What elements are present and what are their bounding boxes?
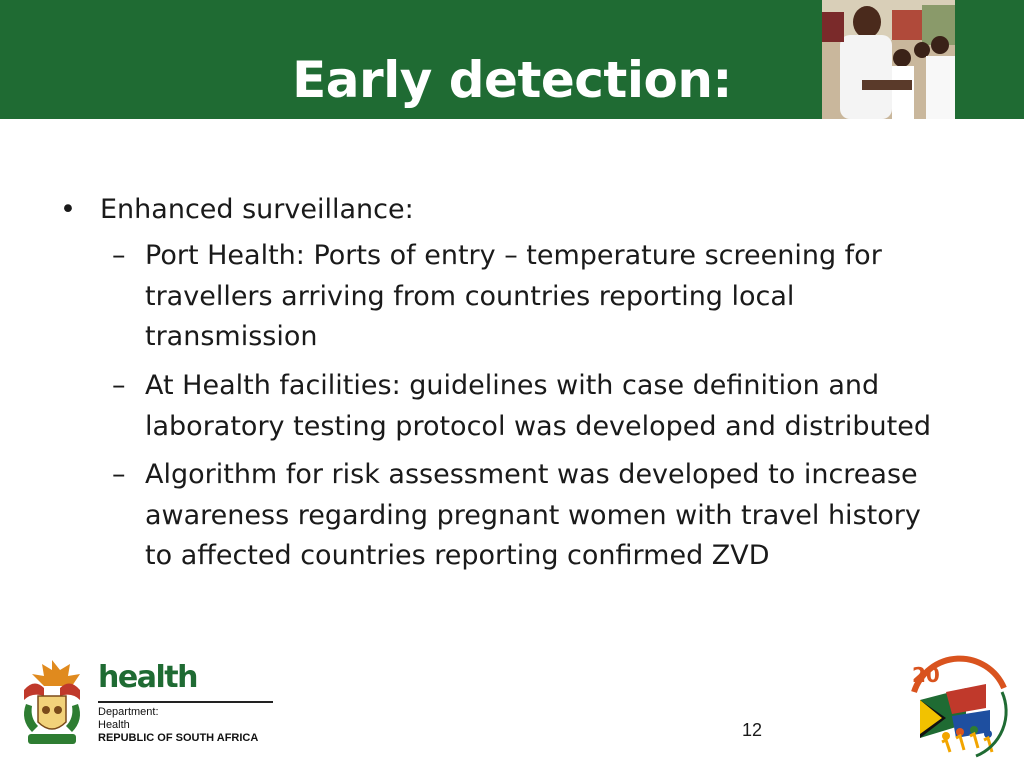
department-health-logo [14,656,276,752]
freedom-20-years-logo-icon [906,652,1012,762]
dash-marker: – [112,459,126,490]
slide-title: Early detection: [292,51,732,109]
dept-line-health: Health [98,719,130,731]
sub-item-text: At Health facilities: guidelines with case definition and laboratory testing protocol was developed and distributed [145,370,931,442]
dash-marker: – [112,240,126,271]
dash-marker: – [112,370,126,401]
dept-line-department: Department: [98,706,159,718]
coat-of-arms-icon [14,656,90,750]
svg-text:20: 20 [912,663,940,687]
sub-item-text: Port Health: Ports of entry – temperature screening for travellers arriving from countries reporting local transmission [145,240,882,352]
health-wordmark: health [98,660,197,695]
bullet-text: Enhanced surveillance: [100,194,414,225]
logo-divider [98,701,273,703]
header-photo [822,0,955,119]
dept-line-republic: REPUBLIC OF SOUTH AFRICA [98,732,259,744]
bullet-marker: • [60,194,76,225]
page-number: 12 [742,720,763,740]
sub-item-text: Algorithm for risk assessment was developed to increase awareness regarding pregnant women with travel history to affected countries reporting confirmed ZVD [145,459,921,571]
